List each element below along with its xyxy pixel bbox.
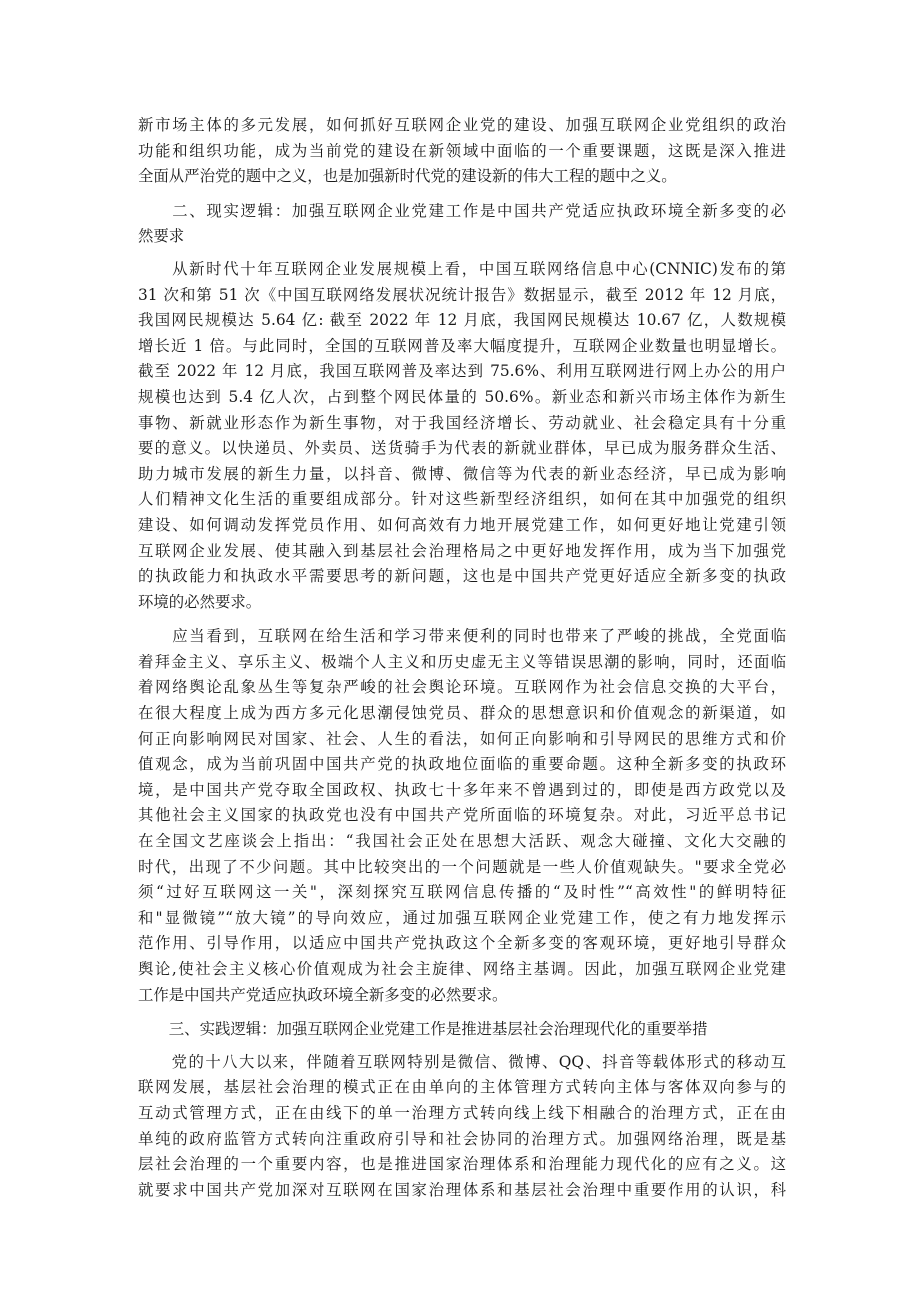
text-line: 互动式管理方式，正在由线下的单一治理方式转向线上线下相融合的治理方式，正在由 xyxy=(138,1103,786,1122)
text-line: 环境的必然要求。 xyxy=(138,592,262,611)
text-line: 和"显微镜”“放大镜”的导向效应，通过加强互联网企业党建工作，使之有力地发挥示 xyxy=(138,908,786,927)
text-line: 单纯的政府监管方式转向注重政府引导和社会协同的治理方式。加强网络治理，既是基 xyxy=(138,1129,786,1148)
text-line: 值观念，成为当前巩固中国共产党的执政地位面临的重要命题。这种全新多变的执政环 xyxy=(138,755,786,774)
heading-line: 然要求 xyxy=(138,227,185,246)
document-page xyxy=(138,113,786,1212)
text-line: 从新时代十年互联网企业发展规模上看，中国互联网络信息中心(CNNIC)发布的第 xyxy=(138,259,786,278)
heading-line: 二、现实逻辑：加强互联网企业党建工作是中国共产党适应执政环境全新多变的必 xyxy=(138,201,786,220)
text-line: 须“过好互联网这一关"，深刻探究互联网信息传播的“及时性”“高效性"的鲜明特征 xyxy=(138,883,786,902)
text-line: 舆论,使社会主义核心价值观成为社会主旋律、网络主基调。因此，加强互联网企业党建 xyxy=(138,960,786,978)
text-line: 事物、新就业形态作为新生事物，对于我国经济增长、劳动就业、社会稳定具有十分重 xyxy=(138,413,786,432)
text-line: 联网发展，基层社会治理的模式正在由单向的主体管理方式转向主体与客体双向参与的 xyxy=(138,1078,786,1097)
text-line: 规模也达到 5.4 亿人次，占到整个网民体量的 50.6%。新业态和新兴市场主体作为新生 xyxy=(138,387,786,406)
text-line: 我国网民规模达 5.64 亿: 截至 2022 年 12 月底，我国网民规模达 10.67 亿，人数规模 xyxy=(138,311,786,330)
text-line: 31 次和第 51 次《中国互联网络发展状况统计报告》数据显示，截至 2012 年 12 月底， xyxy=(138,285,786,304)
text-line: 功能和组织功能，成为当前党的建设在新领域中面临的一个重要课题，这既是深入推进 xyxy=(138,141,786,160)
text-line: 增长近 1 倍。与此同时，全国的互联网普及率大幅度提升，互联网企业数量也明显增长。 xyxy=(138,336,786,355)
text-line: 截至 2022 年 12 月底，我国互联网普及率达到 75.6%、利用互联网进行网上办公的用户 xyxy=(138,362,786,381)
text-line: 在全国文艺座谈会上指出：“我国社会正处在思想大活跃、观念大碰撞、文化大交融的 xyxy=(138,832,786,851)
text-line: 其他社会主义国家的执政党也没有中国共产党所面临的环境复杂。对此，习近平总书记 xyxy=(138,806,786,825)
text-line: 人们精神文化生活的重要组成部分。针对这些新型经济组织，如何在其中加强党的组织 xyxy=(138,490,786,509)
section-heading-2 xyxy=(138,199,786,250)
text-line: 应当看到，互联网在给生活和学习带来便利的同时也带来了严峻的挑战，全党面临 xyxy=(138,627,786,646)
paragraph-statistics xyxy=(138,257,786,615)
text-line: 着网络舆论乱象丛生等复杂严峻的社会舆论环境。互联网作为社会信息交换的大平台， xyxy=(138,678,786,697)
text-line: 境，是中国共产党夺取全国政权、执政七十多年来不曾遇到过的，即使是西方政党以及 xyxy=(138,780,786,799)
text-line: 在很大程度上成为西方多元化思潮侵蚀党员、群众的思想意识和价值观念的新渠道，如 xyxy=(138,704,786,723)
paragraph-governance xyxy=(138,1050,786,1204)
text-line: 何正向影响网民对国家、社会、人生的看法，如何正向影响和引导网民的思维方式和价 xyxy=(138,729,786,748)
text-line: 助力城市发展的新生力量，以抖音、微博、微信等为代表的新业态经济，早已成为影响 xyxy=(138,464,786,483)
text-line: 的执政能力和执政水平需要思考的新问题，这也是中国共产党更好适应全新多变的执政 xyxy=(138,567,786,586)
paragraph-intro xyxy=(138,113,786,190)
text-line: 范作用、引导作用，以适应中国共产党执政这个全新多变的客观环境，更好地引导群众 xyxy=(138,934,786,953)
text-line: 就要求中国共产党加深对互联网在国家治理体系和基层社会治理中重要作用的认识，科 xyxy=(138,1180,786,1199)
text-line: 时代，出现了不少问题。其中比较突出的一个问题就是一些人价值观缺失。"要求全党必 xyxy=(138,857,786,876)
text-line: 层社会治理的一个重要内容，也是推进国家治理体系和治理能力现代化的应有之义。这 xyxy=(138,1155,786,1174)
heading-line: 三、实践逻辑：加强互联网企业党建工作是推进基层社会治理现代化的重要举措 xyxy=(138,1020,708,1039)
text-line: 要的意义。以快递员、外卖员、送货骑手为代表的新就业群体，早已成为服务群众生活、 xyxy=(138,439,786,458)
text-line: 建设、如何调动发挥党员作用、如何高效有力地开展党建工作，如何更好地让党建引领 xyxy=(138,515,786,534)
text-line: 新市场主体的多元发展，如何抓好互联网企业党的建设、加强互联网企业党组织的政治 xyxy=(138,116,786,134)
text-line: 着拜金主义、享乐主义、极端个人主义和历史虚无主义等错误思潮的影响，同时，还面临 xyxy=(138,652,786,671)
text-line: 全面从严治党的题中之义，也是加强新时代党的建设新的伟大工程的题中之义。 xyxy=(138,167,677,186)
text-line: 党的十八大以来，伴随着互联网特别是微信、微博、QQ、抖音等载体形式的移动互 xyxy=(138,1052,786,1071)
text-line: 工作是中国共产党适应执政环境全新多变的必然要求。 xyxy=(138,985,508,1004)
section-heading-3 xyxy=(138,1017,786,1043)
text-line: 互联网企业发展、使其融入到基层社会治理格局之中更好地发挥作用，成为当下加强党 xyxy=(138,541,786,560)
paragraph-challenges xyxy=(138,624,786,1008)
